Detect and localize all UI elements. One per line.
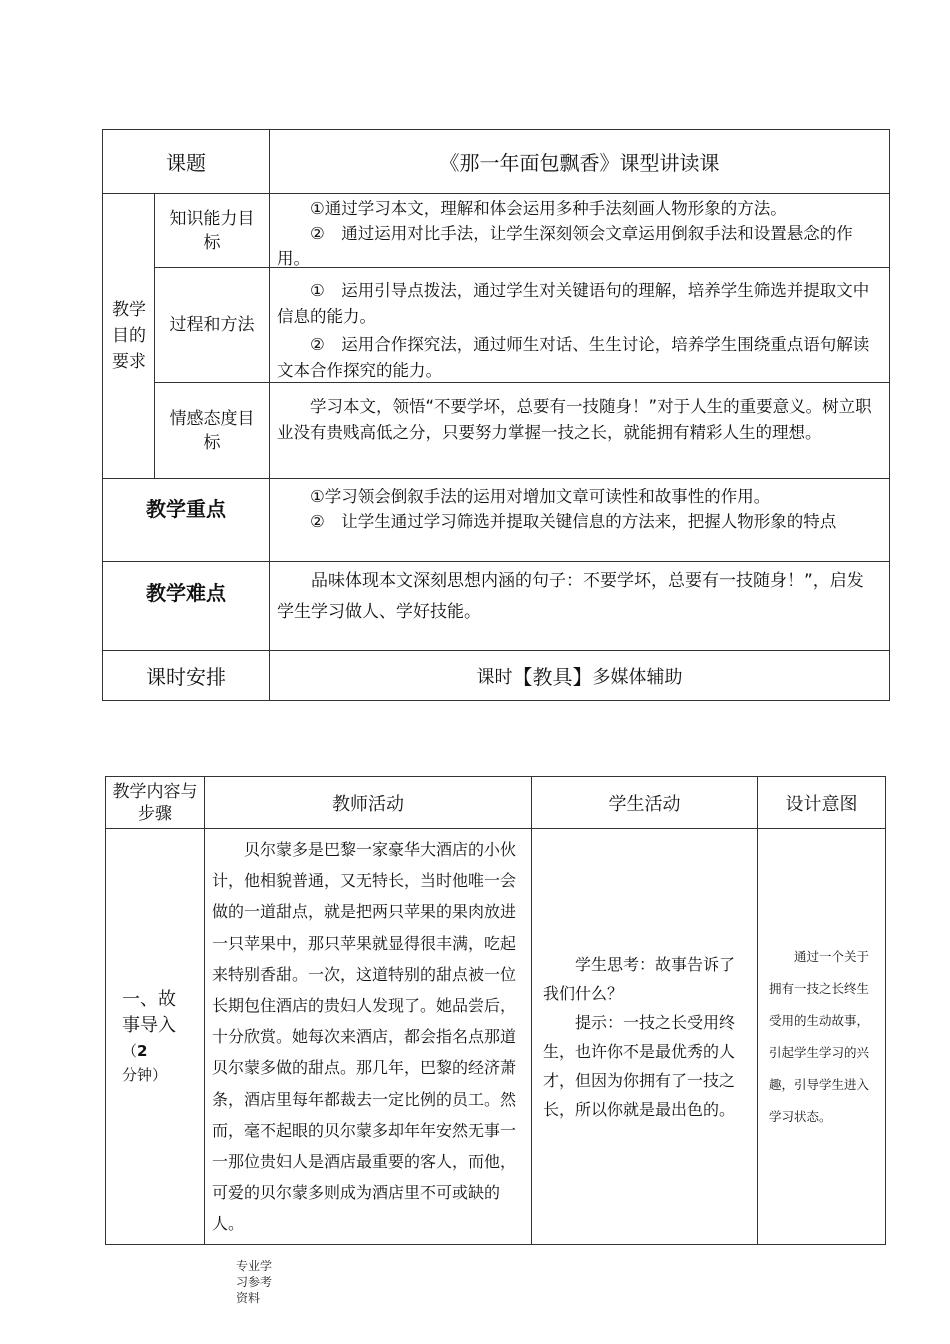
footer-note: 专业学习参考资料 xyxy=(236,1259,273,1305)
student-activity xyxy=(532,829,757,1244)
step-time-open: （ xyxy=(122,1041,138,1060)
difficult-points-text: 品味体现本文深刻思想内涵的句子：不要学坏，总要有一技随身！”，启发学生学习做人、学好技能。 xyxy=(277,571,864,622)
goal-emotion-line-1: 学习本文，领悟“不要学坏，总要有一技随身！”对于人生的重要意义。树立职业没有贵贱高低之分，只要努力掌握一技之长，就能拥有精彩人生的理想。 xyxy=(277,397,872,442)
step-title: 一、故事导入 xyxy=(122,988,176,1036)
goal-process-label: 过程和方法 xyxy=(169,315,255,335)
goal-process-content xyxy=(270,278,889,382)
difficult-points-content xyxy=(270,566,889,650)
topic-label: 课题 xyxy=(166,151,206,175)
goal-process-line-2: ② 运用合作探究法，通过师生对话、生生讨论，培养学生围绕重点语句解读文本合作探究的能力。 xyxy=(277,335,870,380)
step-cell xyxy=(106,829,204,1244)
goal-process-line-1: ① 运用引导点拨法，通过学生对关键语句的理解，培养学生筛选并提取文中信息的能力。 xyxy=(277,281,870,326)
goal-knowledge-content xyxy=(270,196,889,267)
difficult-points-label: 教学难点 xyxy=(146,580,226,605)
goal-knowledge-label: 知识能力目标 xyxy=(169,208,255,253)
step-time xyxy=(122,1039,190,1087)
schedule-label: 课时安排 xyxy=(146,665,226,689)
key-point-line-1: ①学习领会倒叙手法的运用对增加文章可读性和故事性的作用。 xyxy=(310,487,771,506)
goal-emotion-label: 情感态度目标 xyxy=(169,408,255,453)
header-intent: 设计意图 xyxy=(785,793,858,815)
goal-knowledge-line-1: ①通过学习本文，理解和体会运用多种手法刻画人物形象的方法。 xyxy=(310,199,787,218)
teacher-activity xyxy=(205,834,531,1244)
goals-label: 教学目的要求 xyxy=(112,300,146,372)
teaching-steps-table xyxy=(0,760,950,1260)
key-points-content xyxy=(270,484,889,561)
student-think: 学生思考：故事告诉了我们什么？ xyxy=(543,954,736,1003)
teacher-activity-text: 贝尔蒙多是巴黎一家豪华大酒店的小伙计，他相貌普通，又无特长，当时他唯一会做的一道甜点，就是把两只苹果的果肉放进一只苹果中，那只苹果就显得很丰满，吃起来特别香甜。一次，这道特别的甜点被一位长期包住酒店的贵妇人发现了。她品尝后，十分欣赏。她每次来酒店，都会指名点那道贝尔蒙多做的甜点。那几年，巴黎的经济萧条，酒店里每年都裁去一定比例的员工。然而，毫不起眼的贝尔蒙多却年年安然无事一一那位贵妇人是酒店最重要的客人，而他，可爱的贝尔蒙多则成为酒店里不可或缺的人。 xyxy=(212,840,517,1234)
header-step: 教学内容与步骤 xyxy=(112,781,198,824)
step-time-number: 2 xyxy=(137,1041,148,1060)
design-intent xyxy=(758,829,885,1244)
step-time-unit: 分钟） xyxy=(122,1065,168,1084)
header-student: 学生活动 xyxy=(608,793,681,815)
goal-emotion-content xyxy=(270,394,889,478)
topic-value: 《那一年面包飘香》课型讲读课 xyxy=(439,151,720,175)
key-point-line-2: ② 让学生通过学习筛选并提取关键信息的方法来，把握人物形象的特点 xyxy=(310,512,837,531)
student-hint: 提示：一技之长受用终生，也许你不是最优秀的人才，但因为你拥有了一技之长，所以你就是最出色的。 xyxy=(543,1012,736,1119)
schedule-tool: 多媒体辅助 xyxy=(592,666,683,688)
goal-knowledge-line-2: ② 通过运用对比手法，让学生深刻领会文章运用倒叙手法和设置悬念的作用。 xyxy=(277,224,853,267)
design-intent-text: 通过一个关于拥有一技之长终生受用的生动故事，引起学生学习的兴趣，引导学生进入学习状态。 xyxy=(769,948,870,1124)
schedule-period: 课时 xyxy=(476,666,513,688)
schedule-value xyxy=(270,651,889,700)
schedule-tool-label: 【教具】 xyxy=(512,665,593,689)
header-teacher: 教师活动 xyxy=(332,793,404,815)
key-points-label: 教学重点 xyxy=(146,497,226,521)
